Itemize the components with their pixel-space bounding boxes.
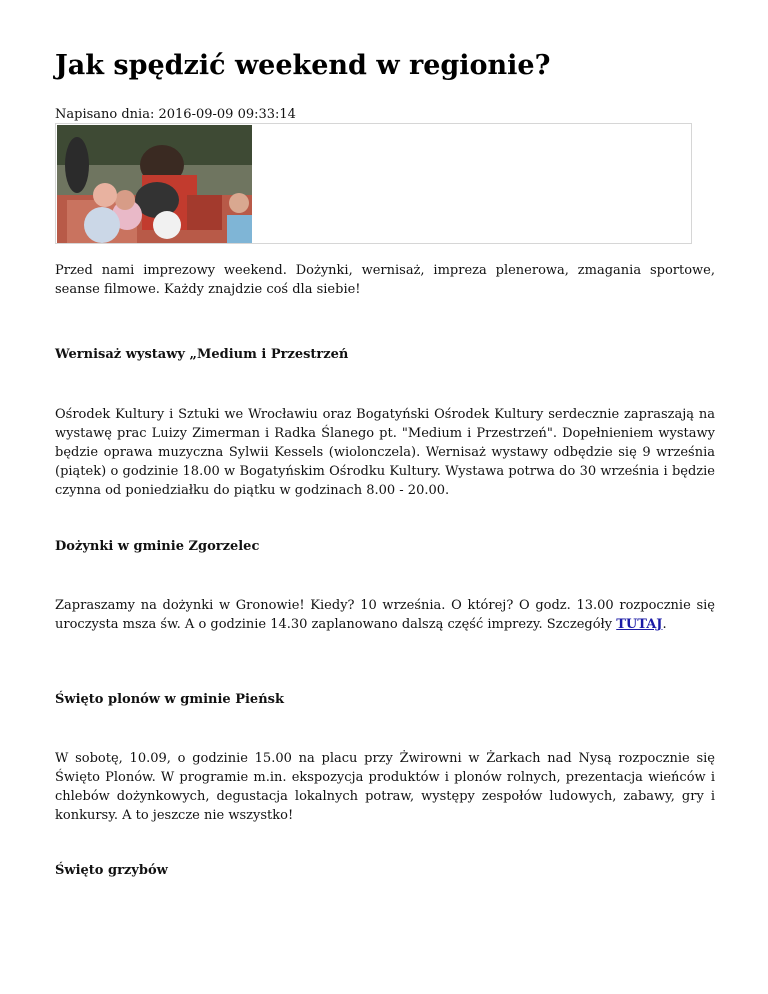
dozynki-text: Zapraszamy na dożynki w Gronowie! Kiedy? 10 września. O której? O godz. 13.00 rozpocznie się uroczysta msza św. A o godzinie 14.30 zaplanowano dalszą część imprezy. Szczegóły	[55, 598, 715, 632]
article-title: Jak spędzić weekend w regionie?	[55, 50, 551, 81]
section-heading-wernisaz: Wernisaż wystawy „Medium i Przestrzeń	[55, 347, 349, 362]
details-link[interactable]: TUTAJ	[616, 617, 663, 632]
section-heading-swieto-grzybow: Święto grzybów	[55, 863, 168, 878]
meta-label: Napisano dnia:	[55, 107, 159, 122]
publish-date: 2016-09-09 09:33:14	[158, 107, 296, 122]
section-heading-swieto-plonow: Święto plonów w gminie Pieńsk	[55, 692, 284, 707]
section-text-dozynki	[55, 596, 715, 634]
photo-frame	[55, 123, 692, 244]
intro-paragraph: Przed nami imprezowy weekend. Dożynki, wernisaż, impreza plenerowa, zmagania sportowe, seanse filmowe. Każdy znajdzie coś dla siebie!	[55, 263, 715, 297]
article-meta	[55, 107, 296, 122]
article-photo	[57, 125, 252, 243]
section-text-swieto-plonow: W sobotę, 10.09, o godzinie 15.00 na placu przy Żwirowni w Żarkach nad Nysą rozpocznie się Święto Plonów. W programie m.in. ekspozycja produktów i plonów rolnych, prezentacja wieńców i chlebów dożynkowych, degustacja lokalnych potraw, występy zespołów ludowych, zabawy, gry i konkursy. A to jeszcze nie wszystko!	[55, 751, 715, 823]
section-text-wernisaz: Ośrodek Kultury i Sztuki we Wrocławiu oraz Bogatyński Ośrodek Kultury serdecznie zapraszają na wystawę prac Luizy Zimerman i Radka Ślanego pt. "Medium i Przestrzeń". Dopełnieniem wystawy będzie oprawa muzyczna Sylwii Kessels (wiolonczela). Wernisaż wystawy odbędzie się 9 września (piątek) o godzinie 18.00 w Bogatyńskim Ośrodku Kultury. Wystawa potrwa do 30 września i będzie czynna od poniedziałku do piątku w godzinach 8.00 - 20.00.	[55, 407, 715, 498]
section-heading-dozynki: Dożynki w gminie Zgorzelec	[55, 539, 260, 554]
dozynki-text-end: .	[662, 617, 667, 632]
